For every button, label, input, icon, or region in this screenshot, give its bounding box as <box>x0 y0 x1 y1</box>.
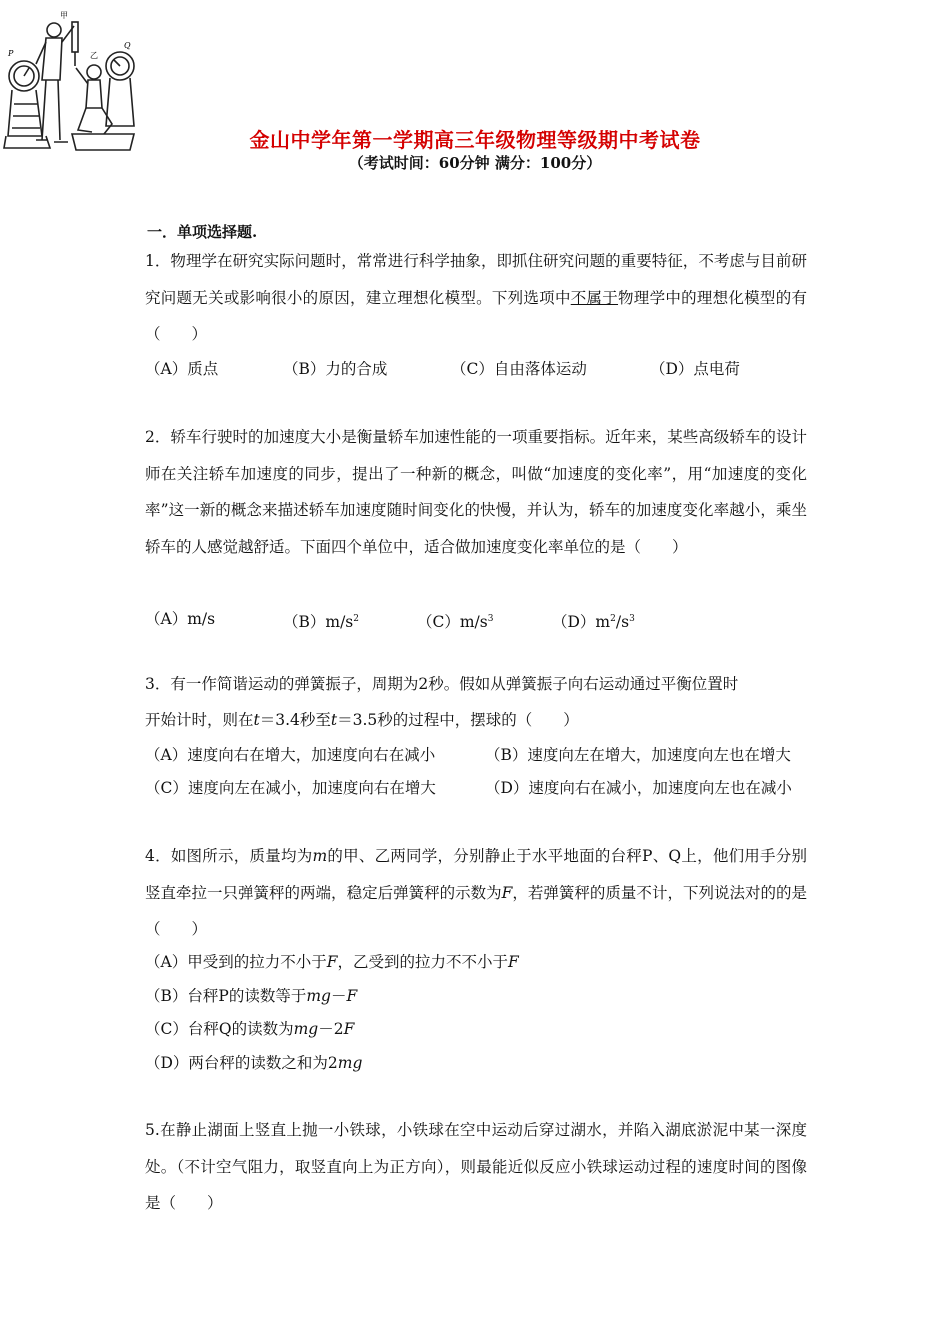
q3-var-t2: t <box>330 711 338 729</box>
q1-options <box>145 353 815 385</box>
exam-subtitle: （考试时间：60分钟 满分：100分） <box>348 154 602 172</box>
q2-options <box>145 603 815 635</box>
q4-option-d[interactable] <box>145 1047 825 1080</box>
q4-option-a-1: （A）甲受到的拉力不小于 <box>145 953 327 971</box>
q4-var-m: m <box>312 847 328 865</box>
label-p: P <box>8 49 14 58</box>
q3-line-2-a: 开始计时，则在 <box>145 711 254 729</box>
q4-option-a-F2: F <box>507 953 519 971</box>
q3-option-a[interactable]: （A）速度向右在增大，加速度向右在减小 <box>145 746 436 764</box>
q4-option-c[interactable] <box>145 1013 825 1046</box>
label-q: Q <box>124 41 131 50</box>
q2-option-b-exp: 2 <box>353 614 359 624</box>
label-jia: 甲 <box>60 11 68 20</box>
q2-option-b[interactable] <box>283 603 359 638</box>
q4-option-a-2: ，乙受到的拉力不不小于 <box>337 953 508 971</box>
q3-line-2 <box>145 704 825 737</box>
q4-option-a-F1: F <box>326 953 338 971</box>
q2-option-c-exp: 3 <box>487 614 494 624</box>
q4-text-a: 4．如图所示，质量均为 <box>145 847 313 865</box>
q4-option-c-1: （C）台秤Q的读数为 <box>145 1020 294 1038</box>
q2-option-d-pre: （D）m <box>552 613 611 631</box>
section-heading: 一．单项选择题. <box>147 223 258 241</box>
q4-option-b-1: （B）台秤P的读数等于 <box>145 987 307 1005</box>
q1-underline: 不属于 <box>570 288 619 307</box>
question-2: 2．轿车行驶时的加速度大小是衡量轿车加速性能的一项重要指标。近年来，某些高级轿车的设计师在关注轿车加速度的同步，提出了一种新的概念，叫做“加速度的变化率”，用“加速度的变化率”这一新的概念来描述轿车加速度随时间变化的快慢，并认为，轿车的加速度变化率越小，乘坐轿车的人感觉越舒适。下面四个单位中，适合做加速度变化率单位的是（ ） <box>145 428 807 556</box>
q4-option-a[interactable] <box>145 946 825 979</box>
q1-text-b: 物理学中的理想化模型的有（ ） <box>145 288 807 343</box>
q4-option-b[interactable] <box>145 980 825 1013</box>
q3-line-2-b: ＝3.4秒至 <box>259 711 331 729</box>
q1-option-d[interactable]: （D）点电荷 <box>650 360 740 378</box>
q4-option-c-2: －2 <box>318 1020 344 1038</box>
q2-option-d[interactable] <box>552 603 635 638</box>
question-5: 5.在静止湖面上竖直上抛一小铁球，小铁球在空中运动后穿过湖水，并陷入湖底淤泥中某一深度处。（不计空气阻力，取竖直向上为正方向），则最能近似反应小铁球运动过程的速度时间的图像是（ ） <box>145 1121 807 1212</box>
q2-option-d-mid: /s <box>615 613 630 631</box>
label-yi: 乙 <box>90 51 98 60</box>
q2-option-b-text: （B）m/s <box>283 613 354 631</box>
q4-text-c: ，若弹簧秤的质量不计，下列说法对的的是（ ） <box>145 883 807 938</box>
q1-option-a[interactable]: （A）质点 <box>145 360 219 378</box>
q3-options-row-1 <box>145 739 815 771</box>
q4-option-b-F: F <box>346 987 358 1005</box>
q4-option-d-1: （D）两台秤的读数之和为2 <box>145 1054 338 1072</box>
q3-option-b[interactable]: （B）速度向左在增大，加速度向左也在增大 <box>485 746 791 764</box>
q2-option-c-text: （C）m/s <box>417 613 488 631</box>
q3-option-d[interactable]: （D）速度向右在减小，加速度向左也在减小 <box>485 779 792 797</box>
q4-option-c-mg: mg <box>293 1020 319 1038</box>
q2-option-d-exp1: 2 <box>610 614 616 624</box>
q1-option-c[interactable]: （C）自由落体运动 <box>451 360 587 378</box>
q1-option-b[interactable]: （B）力的合成 <box>283 360 388 378</box>
q4-option-b-mg: mg <box>306 987 331 1005</box>
q4-option-b-minus: － <box>330 987 347 1005</box>
q2-option-a[interactable] <box>145 603 215 635</box>
question-1 <box>145 243 807 353</box>
q2-option-c[interactable] <box>417 603 493 638</box>
q3-var-t1: t <box>253 711 260 729</box>
q1-text-a: 1．物理学在研究实际问题时，常常进行科学抽象，即抓住研究问题的重要特征，不考虑与目前研究问题无关或影响很小的原因，建立理想化模型。下列选项中 <box>145 252 807 307</box>
question-4 <box>145 838 807 948</box>
q4-option-c-F: F <box>343 1020 355 1038</box>
q2-option-d-exp2: 3 <box>629 614 635 624</box>
q2-option-a-text: （A）m/s <box>145 610 216 628</box>
q4-option-d-mg: mg <box>337 1054 363 1072</box>
exam-title: 金山中学年第一学期高三年级物理等级期中考试卷 <box>249 128 701 152</box>
q3-line-2-c: ＝3.5秒的过程中，摆球的（ ） <box>337 711 579 729</box>
q4-var-F: F <box>501 883 513 902</box>
q4-text-b: 的甲、乙两同学，分别静止于水平地面的台秤P、Q上，他们用手分别竖直牵拉一只弹簧秤的两端，稳定后弹簧秤的示数为 <box>145 847 807 902</box>
q3-options-row-2 <box>145 772 815 804</box>
q3-option-c[interactable]: （C）速度向左在减小，加速度向右在增大 <box>145 779 436 797</box>
q3-line-1: 3．有一作简谐运动的弹簧振子，周期为2秒。假如从弹簧振子向右运动通过平衡位置时 <box>145 675 739 693</box>
